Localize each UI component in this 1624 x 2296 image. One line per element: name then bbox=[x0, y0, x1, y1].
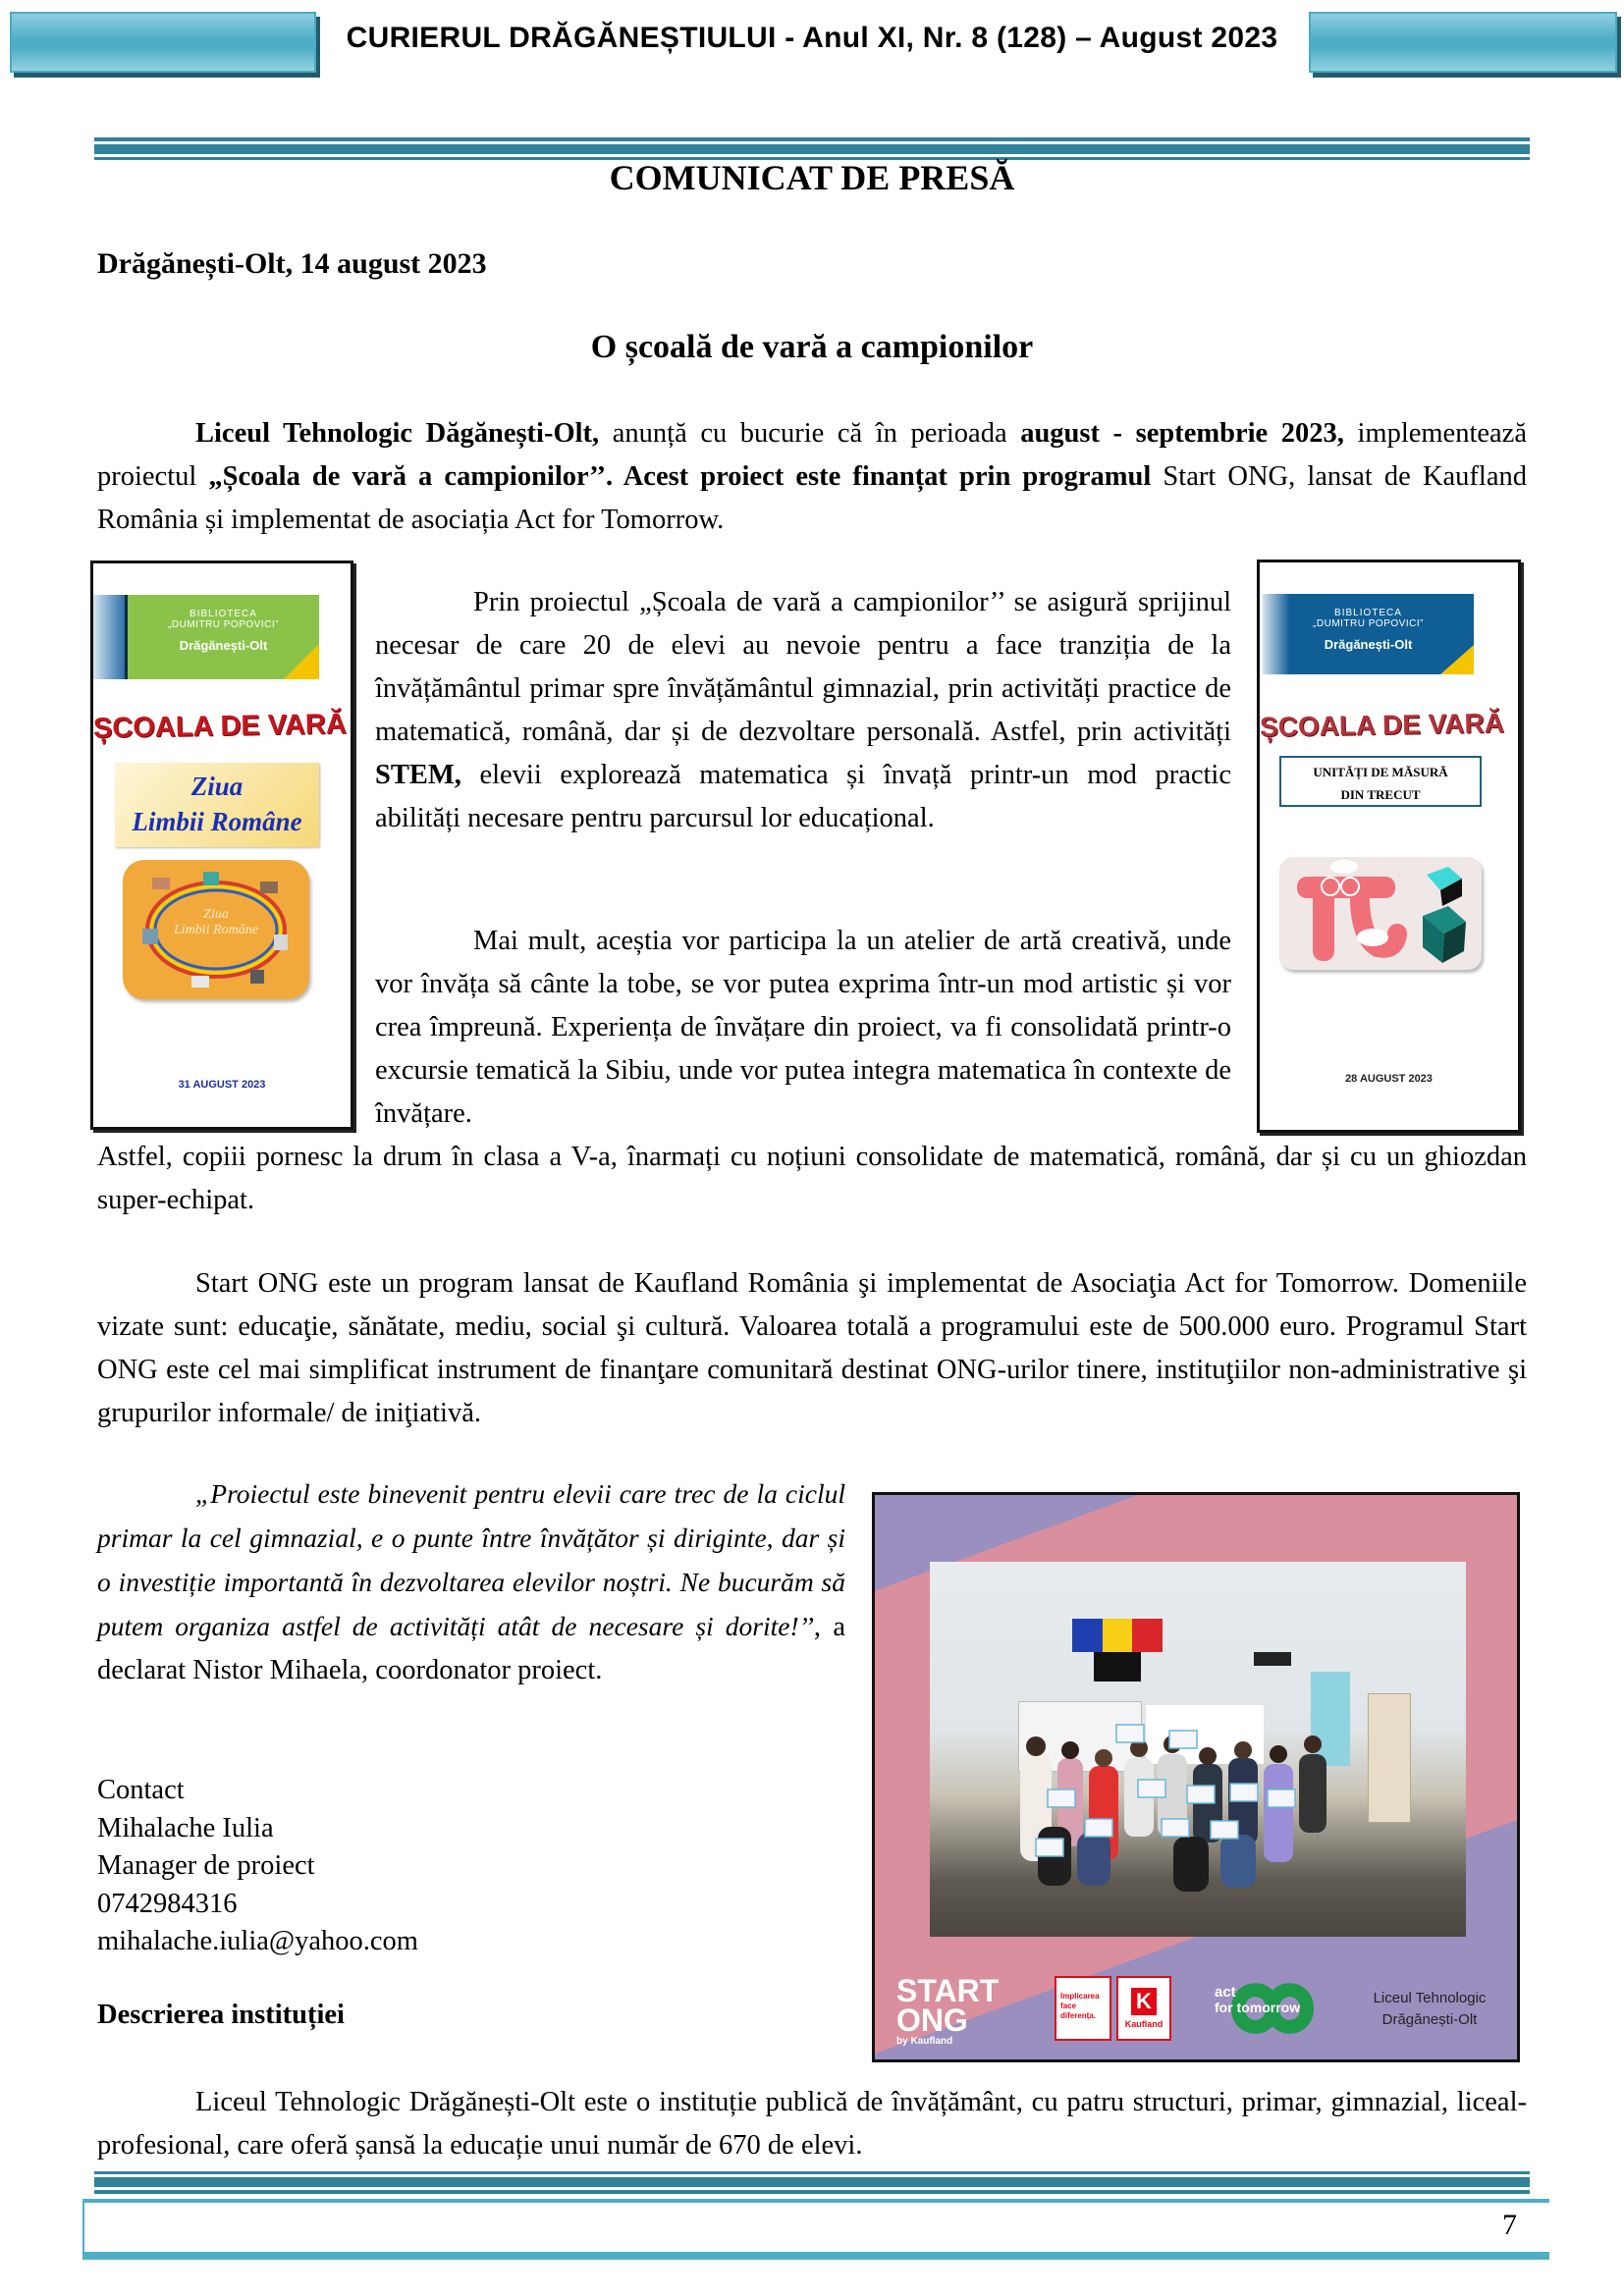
left-event-date: 31 AUGUST 2023 bbox=[178, 1079, 266, 1091]
page-number: 7 bbox=[1502, 2209, 1517, 2241]
place-date: Drăgănești-Olt, 14 august 2023 bbox=[97, 247, 487, 280]
intro-text-1: anunță cu bucurie că în perioada bbox=[599, 418, 1021, 449]
institution-description bbox=[97, 2081, 1527, 2167]
stem-keyword: STEM, bbox=[375, 760, 461, 790]
activities-text: Mai mult, aceștia vor participa la un atelier de artă creativă, unde vor învăța să cânte la tobe, se vor putea exprima într-un mod artistic și vor crea împreună. Experiența de învățare din proiect, va fi consolidată printr-o excursie tematică la Sibiu, unde vor putea integra matematica în contexte de învățare. bbox=[375, 926, 1231, 1129]
pi-character-icon bbox=[1279, 857, 1482, 970]
left-event-title-box bbox=[115, 763, 319, 847]
contact-phone: 0742984316 bbox=[97, 1888, 238, 1919]
illustration-text-1: Ziua bbox=[203, 907, 229, 922]
library-label: BIBLIOTECA bbox=[1334, 608, 1402, 618]
illustration-text-2: Limbii Române bbox=[174, 923, 258, 937]
logo-by-text: by Kaufland bbox=[896, 2036, 953, 2047]
quote-text: „Proiectul este binevenit pentru elevii care trec de la ciclul primar la cel gimnazial, e o punte între învățător și diriginte, dar și o investiție importantă în dezvoltarea elevilor noștri. Ne bucurăm să putem organiza astfel de activități atât de necesare și dorite!’’ bbox=[97, 1478, 845, 1641]
kaufland-text: Kaufland bbox=[1124, 2019, 1164, 2029]
for-tomorrow-text: for tomorrow bbox=[1215, 2000, 1301, 2015]
pi-illustration bbox=[1279, 857, 1482, 970]
document-heading: COMUNICAT DE PRESĂ bbox=[609, 158, 1015, 197]
right-program-title: ȘCOALA DE VARĂ bbox=[1259, 707, 1505, 743]
group-photo-card bbox=[872, 1492, 1520, 2062]
left-illustration bbox=[123, 860, 309, 999]
logo-start-text: START bbox=[896, 1973, 1000, 2008]
yellow-corner bbox=[1440, 645, 1474, 674]
right-event-poster bbox=[1257, 560, 1521, 1133]
article-title: O școală de vară a campionilor bbox=[590, 329, 1034, 365]
event-title-line1: Ziua bbox=[190, 772, 244, 801]
contact-label: Contact bbox=[97, 1775, 185, 1805]
left-program-title: ȘCOALA DE VARĂ bbox=[92, 708, 348, 745]
logo-ong-text: ONG bbox=[896, 2002, 968, 2038]
coordinator-quote bbox=[97, 1472, 845, 1692]
start-ong-logo bbox=[896, 1973, 1000, 2049]
quote-attribution: , a declarat Nistor Mihaela, coordonator proiect. bbox=[97, 1612, 845, 1685]
act-for-tomorrow-logo bbox=[1209, 1976, 1336, 2041]
project-description bbox=[375, 581, 1231, 840]
yellow-corner bbox=[284, 644, 319, 679]
start-ong-paragraph bbox=[97, 1262, 1527, 1435]
school-logo-text bbox=[1356, 1988, 1503, 2031]
conclusion-text: Astfel, copiii pornesc la drum în clasa a V-a, înarmați cu noțiuni consolidate de matematică, română, dar și cu un ghiozdan super-echipat. bbox=[97, 1142, 1527, 1215]
intro-paragraph bbox=[97, 412, 1527, 542]
classroom-photo bbox=[930, 1562, 1466, 1937]
contact-email[interactable]: mihalache.iulia@yahoo.com bbox=[97, 1926, 418, 1956]
slogan-logo bbox=[1055, 1976, 1111, 2041]
intro-period: august - septembrie 2023, bbox=[1020, 418, 1344, 449]
library-town: Drăgănești-Olt bbox=[179, 638, 268, 653]
start-ong-text: Start ONG este un program lansat de Kaufland România şi implementat de Asociaţia Act for Tomorrow. Domeniile vizate sunt: educaţie, sănătate, mediu, social şi cultură. Valoarea totală a programului este de 500.000 euro. Programul Start ONG este cel mai simplificat instrument de finanţare comunitară destinat ONG-urilor tinere, instituţiilor non-administrative şi grupurilor informale/ de iniţiativă. bbox=[97, 1268, 1527, 1428]
intro-project: „Școala de vară a campionilor’’. Acest proiect este finanțat prin programul bbox=[208, 461, 1152, 492]
school-line2: Drăgănești-Olt bbox=[1381, 2011, 1478, 2028]
library-label: BIBLIOTECA bbox=[189, 609, 257, 619]
contact-role: Manager de proiect bbox=[97, 1850, 315, 1881]
right-library-banner bbox=[1263, 594, 1474, 674]
institution-heading: Descrierea instituției bbox=[97, 2000, 345, 2030]
left-library-banner bbox=[128, 595, 319, 679]
intro-text-3: Start ONG, lansat de Kaufland România și implementat de asociația Act for Tomorrow. bbox=[97, 461, 1527, 535]
right-event-date: 28 AUGUST 2023 bbox=[1345, 1073, 1433, 1085]
left-event-poster bbox=[90, 561, 353, 1130]
left-poster-side-gradient bbox=[93, 595, 128, 679]
right-event-title-box bbox=[1279, 756, 1482, 807]
description-text-1: Prin proiectul „Școala de vară a campionilor’’ se asigură sprijinul necesar de care 20 de elevi au nevoie pentru a face tranziția de la învățământul primar spre învățământul gimnazial, prin activități practice de matematică, română, dar și de dezvoltare personală. Astfel, prin activități bbox=[375, 587, 1231, 747]
library-name: „DUMITRU POPOVICI” bbox=[168, 619, 279, 630]
contact-block bbox=[97, 1772, 418, 1961]
footer-rule bbox=[94, 2171, 1530, 2194]
kaufland-logo bbox=[1116, 1976, 1171, 2041]
contact-name: Mihalache Iulia bbox=[97, 1812, 274, 1843]
description-text-2: elevii explorează matematica și învață printr-un mod practic abilități necesare pentru parcursul lor educațional. bbox=[375, 760, 1231, 833]
students-group bbox=[930, 1562, 1466, 1937]
act-text: act bbox=[1215, 1984, 1236, 2001]
school-line1: Liceul Tehnologic bbox=[1373, 1990, 1487, 2006]
intro-text-2: implementează proiectul bbox=[97, 418, 1527, 492]
event-title-line1: UNITĂȚI DE MĂSURĂ bbox=[1313, 765, 1448, 779]
intro-school: Liceul Tehnologic Dăgănești-Olt, bbox=[195, 418, 600, 449]
activities-paragraph bbox=[375, 920, 1231, 1136]
library-town: Drăgănești-Olt bbox=[1324, 637, 1413, 652]
event-title-line2: Limbii Române bbox=[132, 807, 302, 836]
slogan-text: Implicarea face diferența. bbox=[1060, 1992, 1100, 2020]
institution-text: Liceul Tehnologic Drăgănești-Olt este o instituție publică de învățământ, cu patru structuri, primar, gimnazial, liceal-profesional, care oferă șansă la educație unui număr de 670 de elevi. bbox=[97, 2087, 1527, 2161]
activities-conclusion bbox=[97, 1136, 1527, 1222]
footer-frame bbox=[82, 2199, 1549, 2260]
newspaper-header-title: CURIERUL DRĂGĂNEȘTIULUI - Anul XI, Nr. 8 (128) – August 2023 bbox=[346, 22, 1278, 54]
event-title-line2: DIN TRECUT bbox=[1340, 787, 1421, 802]
library-name: „DUMITRU POPOVICI” bbox=[1313, 618, 1424, 629]
kaufland-k-icon: K bbox=[1131, 1988, 1157, 2015]
